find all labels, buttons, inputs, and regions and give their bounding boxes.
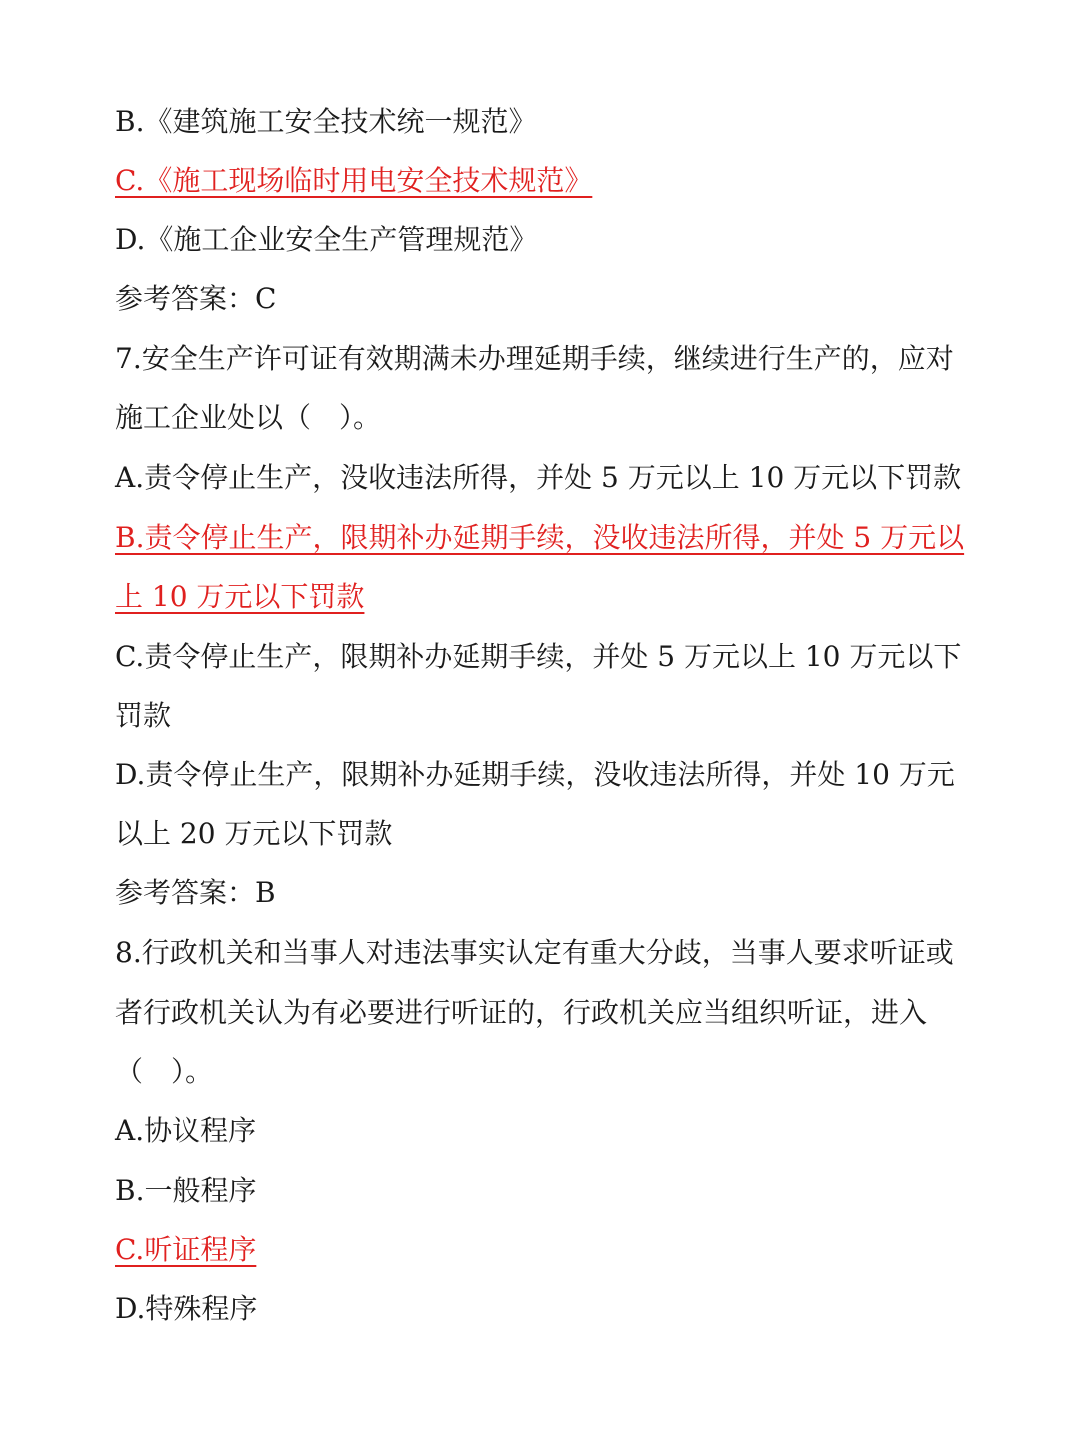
option-d-q8: D.特殊程序	[115, 1292, 258, 1325]
question-7-line-2: 施工企业处以（ ）。	[115, 401, 382, 434]
option-d-q7-line-1: D.责令停止生产，限期补办延期手续，没收违法所得，并处 10 万元	[115, 758, 955, 791]
option-b-q7-line-2: 上 10 万元以下罚款	[115, 580, 365, 613]
option-a-q7: A.责令停止生产，没收违法所得，并处 5 万元以上 10 万元以下罚款	[115, 461, 962, 494]
answer-q7: 参考答案：B	[115, 876, 276, 909]
option-c-q8: C.听证程序	[115, 1233, 257, 1266]
option-b-q6: B.《建筑施工安全技术统一规范》	[115, 105, 537, 138]
option-b-q8: B.一般程序	[115, 1174, 257, 1207]
question-8-line-3: （ ）。	[115, 1055, 214, 1088]
answer-q6: 参考答案：C	[115, 282, 277, 315]
option-c-q7-line-2: 罚款	[115, 699, 172, 732]
option-b-q7-line-1: B.责令停止生产，限期补办延期手续，没收违法所得，并处 5 万元以	[115, 521, 965, 554]
option-c-q7-line-1: C.责令停止生产，限期补办延期手续，并处 5 万元以上 10 万元以下	[115, 640, 962, 673]
option-d-q6: D.《施工企业安全生产管理规范》	[115, 223, 538, 256]
option-d-q7-line-2: 以上 20 万元以下罚款	[115, 817, 393, 850]
option-a-q8: A.协议程序	[115, 1114, 257, 1147]
question-7-line-1: 7.安全生产许可证有效期满未办理延期手续，继续进行生产的，应对	[115, 342, 954, 375]
option-c-q6: C.《施工现场临时用电安全技术规范》	[115, 164, 593, 197]
question-8-line-1: 8.行政机关和当事人对违法事实认定有重大分歧，当事人要求听证或	[115, 936, 954, 969]
question-8-line-2: 者行政机关认为有必要进行听证的，行政机关应当组织听证，进入	[115, 996, 928, 1029]
